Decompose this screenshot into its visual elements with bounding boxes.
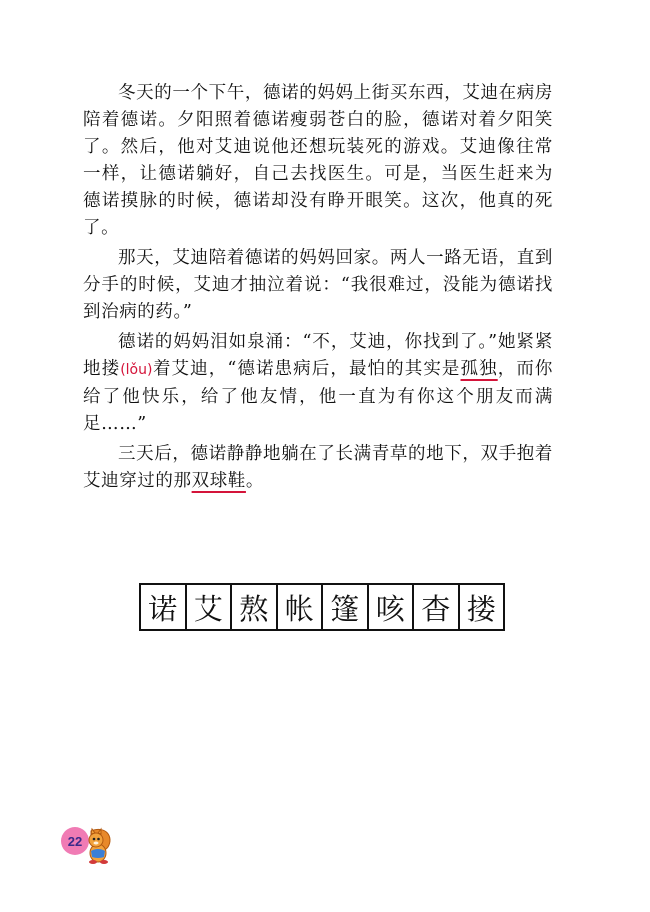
paragraph-3 <box>83 329 553 438</box>
character-cell: 诺 <box>141 585 187 629</box>
page-number: 22 <box>67 833 83 849</box>
paragraph-4-part2: 。 <box>245 471 265 491</box>
paragraph-4 <box>83 441 553 495</box>
underlined-word-sneakers: 双球鞋 <box>191 471 246 491</box>
character-cell: 艾 <box>187 585 233 629</box>
paragraph-3-part1: 德诺的妈妈泪如泉涌：“不，艾迪，你找到了。”她紧紧地搂 <box>83 332 553 379</box>
paragraph-2: 那天，艾迪陪着德诺的妈妈回家。两人一路无语，直到分手的时候，艾迪才抽泣着说：“我很难过，没能为德诺找到治病的药。” <box>83 248 553 322</box>
paragraph-4-part1: 三天后，德诺静静地躺在了长满青草的地下，双手抱着艾迪穿过的那 <box>83 444 553 491</box>
paragraph-1: 冬天的一个下午，德诺的妈妈上街买东西，艾迪在病房陪着德诺。夕阳照着德诺瘦弱苍白的脸，德诺对着夕阳笑了。然后，他对艾迪说他还想玩装死的游戏。艾迪像往常一样，让德诺躺好，自己去找医生。可是，当医生赶来为德诺摸脉的时候，德诺却没有睁开眼笑。这次，他真的死了。 <box>83 83 553 238</box>
character-cell: 篷 <box>323 585 369 629</box>
underlined-word-loneliness: 孤独 <box>460 359 498 379</box>
pinyin-annotation: (lǒu) <box>120 362 153 378</box>
character-cell: 帐 <box>278 585 324 629</box>
story-text <box>83 80 553 498</box>
character-cell: 搂 <box>460 585 506 629</box>
character-cell: 熬 <box>232 585 278 629</box>
paragraph-3-part2: 着艾迪，“德诺患病后，最怕的其实是 <box>152 359 461 379</box>
paragraph-3-part3: ，而你给了他快乐，给了他友情，他一直为有你这个朋友而满足……” <box>83 359 554 434</box>
new-characters-grid <box>139 583 505 631</box>
character-cell: 杳 <box>414 585 460 629</box>
character-cell: 咳 <box>369 585 415 629</box>
